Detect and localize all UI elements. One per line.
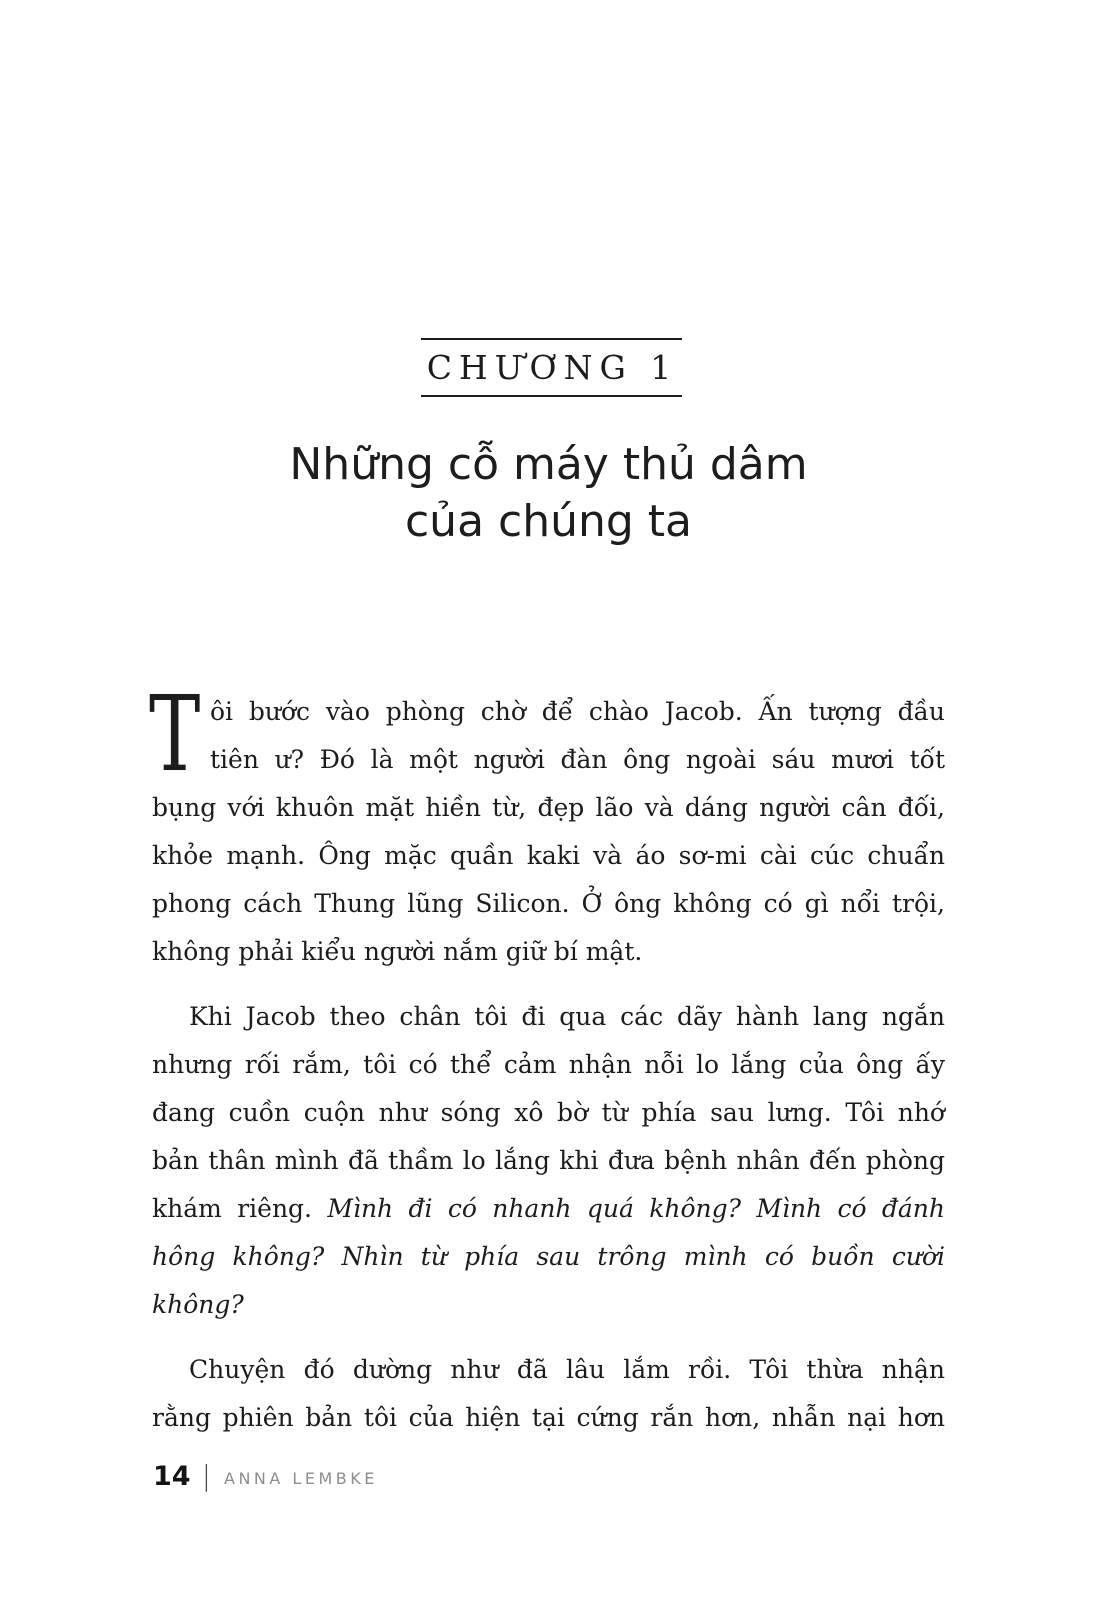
text-line	[152, 1346, 945, 1394]
text-segment: ôi bước vào phòng chờ để chào Jacob. Ấn tượng đầu	[210, 697, 945, 726]
italic-text-segment: Mình đi có nhanh quá không? Mình có đánh	[327, 1194, 946, 1223]
text-segment: khỏe mạnh. Ông mặc quần kaki và áo sơ-mi cài cúc chuẩn	[152, 841, 945, 870]
chapter-heading	[0, 338, 1103, 397]
book-title	[152, 436, 945, 550]
text-line	[152, 1185, 945, 1233]
footer-separator: |	[201, 1459, 212, 1492]
text-segment: tiên ư? Đó là một người đàn ông ngoài sáu mươi tốt	[210, 745, 945, 774]
text-segment: phong cách Thung lũng Silicon. Ở ông không có gì nổi trội,	[152, 889, 945, 918]
text-line	[152, 928, 945, 976]
text-line	[152, 736, 945, 784]
text-line	[152, 1394, 945, 1442]
text-segment: nhưng rối rắm, tôi có thể cảm nhận nỗi lo lắng của ông ấy	[152, 1050, 945, 1079]
text-line	[152, 1137, 945, 1185]
paragraph	[152, 993, 945, 1329]
text-segment: bản thân mình đã thầm lo lắng khi đưa bệnh nhân đến phòng	[152, 1146, 945, 1175]
body-text	[149, 673, 946, 1442]
text-segment: không phải kiểu người nắm giữ bí mật.	[152, 937, 643, 966]
title-line-2: của chúng ta	[404, 496, 692, 547]
text-line	[152, 993, 945, 1041]
text-line	[152, 1089, 945, 1137]
running-author: ANNA LEMBKE	[224, 1468, 378, 1488]
text-segment: Khi Jacob theo chân tôi đi qua các dãy hành lang ngắn	[189, 1002, 945, 1031]
drop-cap: T	[149, 673, 201, 795]
text-segment: bụng với khuôn mặt hiền từ, đẹp lão và dáng người cân đối,	[152, 793, 945, 822]
text-segment: Chuyện đó dường như đã lâu lắm rồi. Tôi thừa nhận	[189, 1355, 945, 1384]
text-segment: rằng phiên bản tôi của hiện tại cứng rắn hơn, nhẫn nại hơn	[152, 1403, 945, 1432]
text-line	[152, 688, 945, 736]
page-footer	[153, 1460, 378, 1493]
text-segment: đang cuồn cuộn như sóng xô bờ từ phía sau lưng. Tôi nhớ	[152, 1098, 945, 1127]
text-line	[152, 880, 945, 928]
text-segment: khám riêng.	[152, 1194, 328, 1223]
text-line	[152, 784, 945, 832]
paragraph	[152, 1346, 945, 1442]
italic-text-segment: hông không? Nhìn từ phía sau trông mình có buồn cười không?	[152, 1242, 945, 1319]
page-number: 14	[153, 1461, 191, 1492]
text-line	[152, 1233, 945, 1329]
chapter-label: CHƯƠNG 1	[421, 338, 683, 397]
paragraph	[152, 688, 945, 976]
text-line	[152, 1041, 945, 1089]
text-line	[152, 832, 945, 880]
title-line-1: Những cỗ máy thủ dâm	[289, 439, 808, 490]
